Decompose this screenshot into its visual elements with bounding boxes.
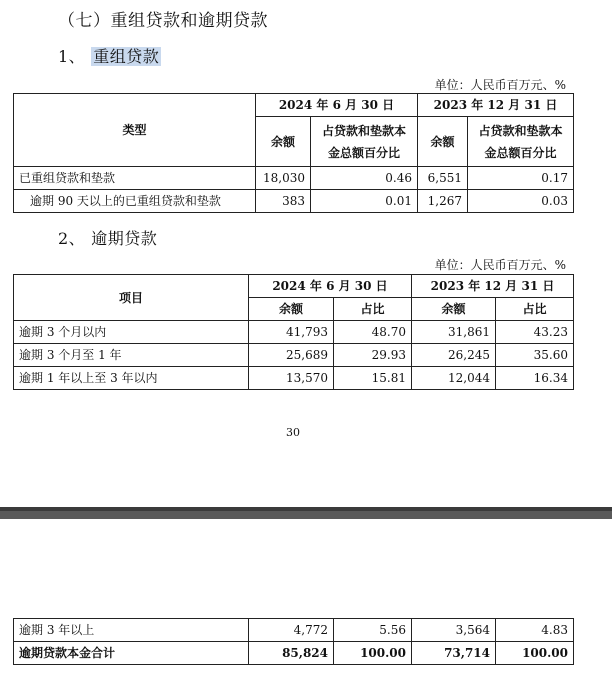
header-balance-2024: 余额 (256, 117, 311, 167)
header-date-2024: 2024 年 6 月 30 日 (249, 275, 412, 298)
row-label: 逾期 90 天以上的已重组贷款和垫款 (14, 190, 256, 213)
cell-balance-2023: 26,245 (412, 344, 496, 367)
table-row (14, 321, 574, 344)
cell-balance-2023: 73,714 (412, 642, 496, 665)
cell-ratio-2024: 29.93 (334, 344, 412, 367)
subsection-restructured-loans (58, 44, 161, 67)
cell-ratio-2024: 48.70 (334, 321, 412, 344)
overdue-loans-table-continued (13, 618, 574, 665)
table-row (14, 167, 574, 190)
row-label: 逾期 3 个月以内 (14, 321, 249, 344)
header-type: 类型 (14, 94, 256, 167)
table-row (14, 190, 574, 213)
table-row (14, 619, 574, 642)
cell-balance-2024: 85,824 (249, 642, 334, 665)
header-date-2023: 2023 年 12 月 31 日 (412, 275, 574, 298)
cell-balance-2023: 3,564 (412, 619, 496, 642)
cell-pct-2023: 0.03 (468, 190, 574, 213)
page-gap-shadow (0, 507, 612, 511)
subsection-number: 2、 (58, 229, 86, 248)
cell-balance-2024: 41,793 (249, 321, 334, 344)
restructured-loans-table (13, 93, 574, 213)
cell-ratio-2024: 100.00 (334, 642, 412, 665)
table-row (14, 367, 574, 390)
table-row-total (14, 642, 574, 665)
header-date-2024: 2024 年 6 月 30 日 (256, 94, 418, 117)
cell-pct-2023: 0.17 (468, 167, 574, 190)
cell-ratio-2023: 43.23 (496, 321, 574, 344)
cell-balance-2024: 383 (256, 190, 311, 213)
section-title: （七）重组贷款和逾期贷款 (58, 11, 268, 31)
cell-balance-2024: 4,772 (249, 619, 334, 642)
cell-balance-2023: 12,044 (412, 367, 496, 390)
cell-ratio-2024: 15.81 (334, 367, 412, 390)
row-label: 逾期 3 个月至 1 年 (14, 344, 249, 367)
cell-balance-2023: 31,861 (412, 321, 496, 344)
cell-ratio-2023: 16.34 (496, 367, 574, 390)
row-label-total: 逾期贷款本金合计 (14, 642, 249, 665)
cell-balance-2023: 1,267 (418, 190, 468, 213)
table-row (14, 344, 574, 367)
header-ratio-2023: 占比 (496, 298, 574, 321)
header-item: 项目 (14, 275, 249, 321)
cell-balance-2023: 6,551 (418, 167, 468, 190)
header-pct-2024: 占贷款和垫款本 金总额百分比 (311, 117, 418, 167)
subsection-title: 逾期贷款 (91, 229, 158, 248)
header-balance-2023: 余额 (418, 117, 468, 167)
unit-note: 单位：人民币百万元、% (434, 258, 566, 272)
row-label: 逾期 3 年以上 (14, 619, 249, 642)
header-balance-2023: 余额 (412, 298, 496, 321)
header-date-2023: 2023 年 12 月 31 日 (418, 94, 574, 117)
cell-ratio-2023: 100.00 (496, 642, 574, 665)
subsection-number: 1、 (58, 47, 86, 66)
cell-balance-2024: 18,030 (256, 167, 311, 190)
header-balance-2024: 余额 (249, 298, 334, 321)
overdue-loans-table (13, 274, 574, 390)
cell-pct-2024: 0.01 (311, 190, 418, 213)
cell-pct-2024: 0.46 (311, 167, 418, 190)
unit-note: 单位：人民币百万元、% (434, 78, 566, 92)
cell-ratio-2024: 5.56 (334, 619, 412, 642)
subsection-overdue-loans (58, 226, 157, 249)
cell-balance-2024: 25,689 (249, 344, 334, 367)
cell-ratio-2023: 35.60 (496, 344, 574, 367)
header-ratio-2024: 占比 (334, 298, 412, 321)
row-label: 已重组贷款和垫款 (14, 167, 256, 190)
page-number: 30 (286, 426, 300, 439)
row-label: 逾期 1 年以上至 3 年以内 (14, 367, 249, 390)
header-pct-2023: 占贷款和垫款本 金总额百分比 (468, 117, 574, 167)
cell-balance-2024: 13,570 (249, 367, 334, 390)
cell-ratio-2023: 4.83 (496, 619, 574, 642)
subsection-title-highlighted: 重组贷款 (93, 47, 160, 66)
